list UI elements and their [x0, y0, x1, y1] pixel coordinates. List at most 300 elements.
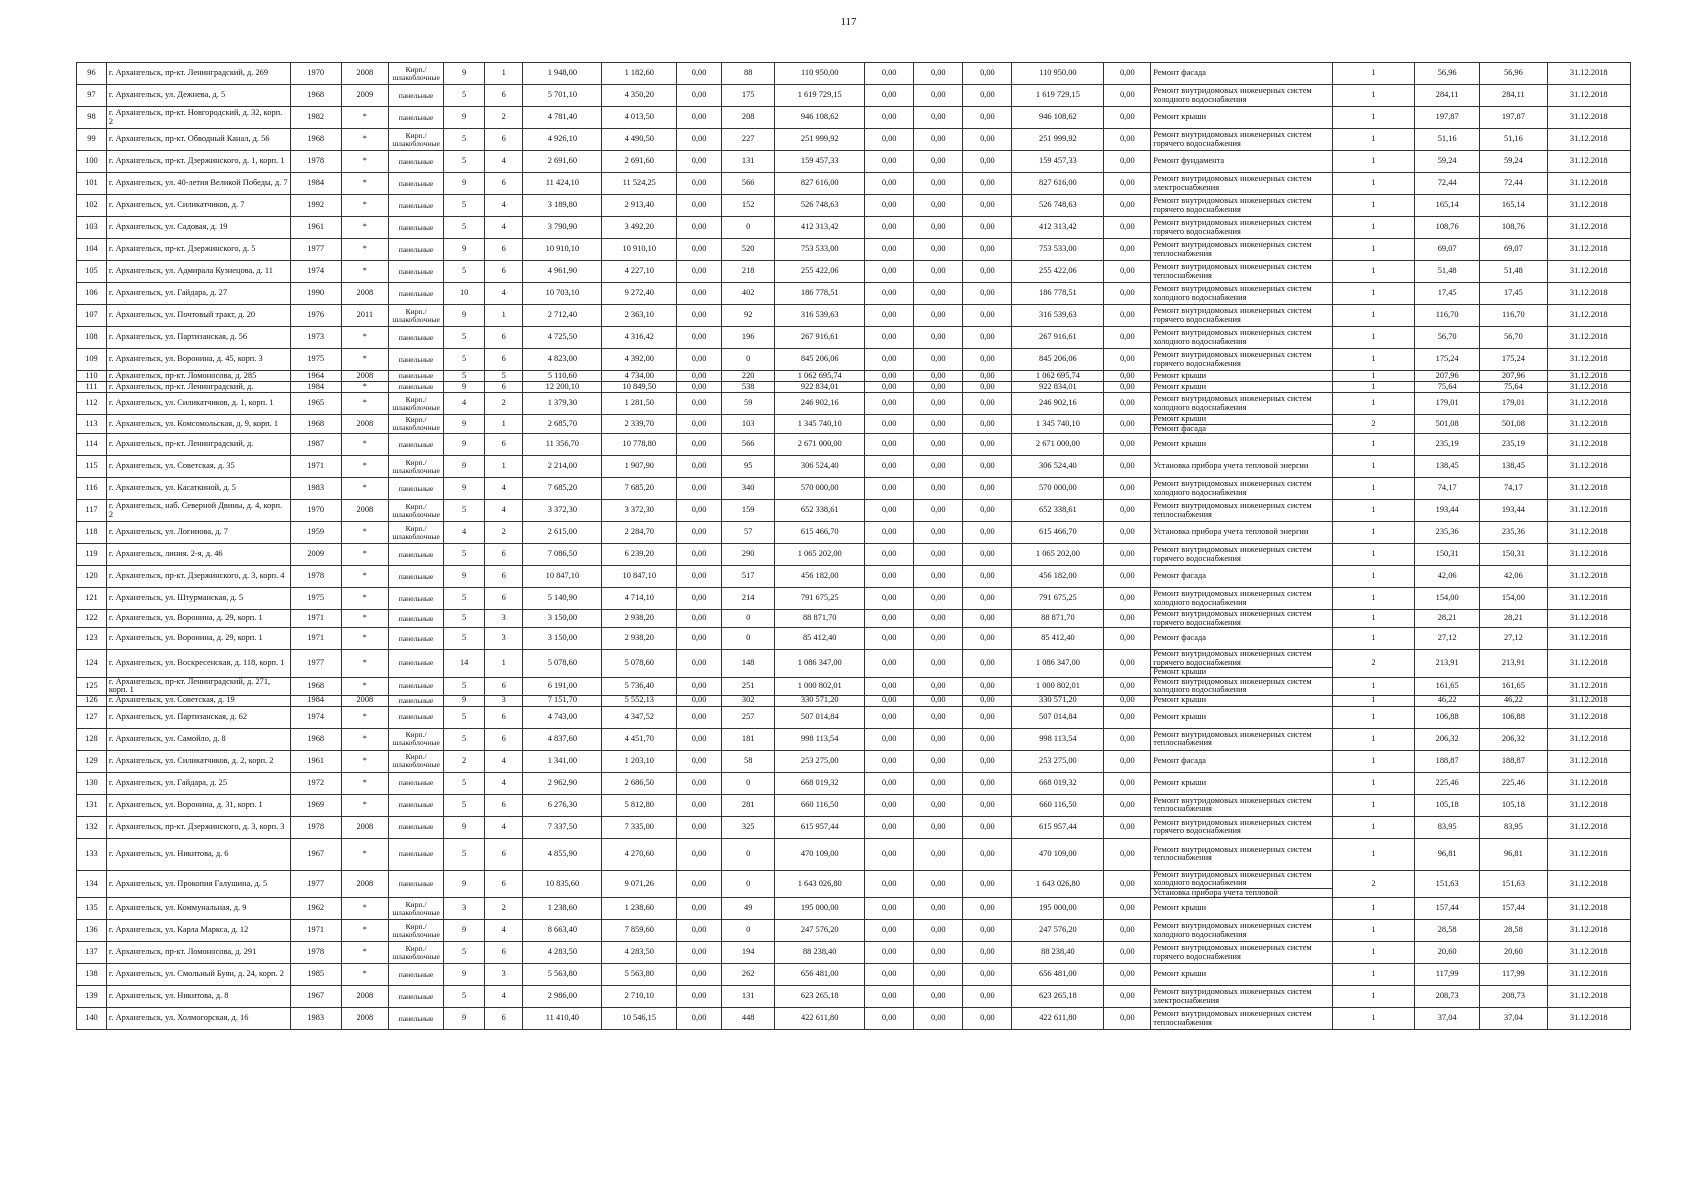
wall-material: панельные — [388, 650, 444, 678]
reconstruction-year: 2008 — [341, 415, 388, 434]
nonliving-area: 0,00 — [677, 371, 722, 382]
unit-cost: 157,44 — [1415, 898, 1480, 920]
nonliving-area: 0,00 — [677, 349, 722, 371]
address: г. Архангельск, пр-кт. Ленинградский, д. — [106, 434, 290, 456]
residents: 448 — [722, 1008, 775, 1030]
fund-cost: 0,00 — [865, 349, 914, 371]
reconstruction-year: * — [341, 151, 388, 173]
total-cost: 827 616,00 — [775, 173, 865, 195]
total-area: 3 790,90 — [523, 217, 602, 239]
row-number: 128 — [77, 728, 107, 750]
total-area: 3 189,80 — [523, 195, 602, 217]
residents: 257 — [722, 706, 775, 728]
entrances: 6 — [484, 794, 522, 816]
build-year: 1968 — [290, 129, 341, 151]
build-year: 1968 — [290, 728, 341, 750]
owners-cost: 316 539,63 — [1012, 305, 1104, 327]
table-row — [77, 173, 1631, 195]
work-type-item: Ремонт внутридомовых инженерных систем теплоснабжения — [1153, 795, 1312, 813]
other-cost: 0,00 — [1104, 349, 1151, 371]
municipal-cost: 0,00 — [963, 986, 1012, 1008]
total-area: 7 151,70 — [523, 695, 602, 706]
reconstruction-year: * — [341, 173, 388, 195]
total-area: 5 078,60 — [523, 650, 602, 678]
entrances: 2 — [484, 522, 522, 544]
residents: 251 — [722, 677, 775, 695]
municipal-cost: 0,00 — [963, 838, 1012, 870]
max-unit-cost: 83,95 — [1480, 816, 1547, 838]
fund-cost: 0,00 — [865, 870, 914, 898]
total-area: 5 701,10 — [523, 85, 602, 107]
max-unit-cost: 179,01 — [1480, 393, 1547, 415]
reconstruction-year: 2008 — [341, 816, 388, 838]
work-types — [1151, 129, 1333, 151]
other-cost: 0,00 — [1104, 415, 1151, 434]
residents: 131 — [722, 986, 775, 1008]
address: г. Архангельск, ул. Никитова, д. 6 — [106, 838, 290, 870]
municipal-cost: 0,00 — [963, 456, 1012, 478]
entrances: 1 — [484, 415, 522, 434]
floors: 9 — [444, 173, 485, 195]
entrances: 6 — [484, 349, 522, 371]
owners-cost: 507 014,84 — [1012, 706, 1104, 728]
fund-cost: 0,00 — [865, 327, 914, 349]
table-row — [77, 544, 1631, 566]
reconstruction-year: * — [341, 964, 388, 986]
max-unit-cost: 105,18 — [1480, 794, 1547, 816]
floors: 9 — [444, 382, 485, 393]
table-row — [77, 728, 1631, 750]
fund-cost: 0,00 — [865, 239, 914, 261]
wall-material: Кирп./ шлакоблочные — [388, 728, 444, 750]
living-area: 2 710,10 — [602, 986, 677, 1008]
max-unit-cost: 96,81 — [1480, 838, 1547, 870]
nonliving-area: 0,00 — [677, 628, 722, 650]
wall-material: панельные — [388, 794, 444, 816]
unit-cost: 51,16 — [1415, 129, 1480, 151]
work-type-item: Ремонт фундамента — [1153, 156, 1225, 166]
fund-cost: 0,00 — [865, 964, 914, 986]
table-row — [77, 566, 1631, 588]
total-area: 5 563,80 — [523, 964, 602, 986]
address: г. Архангельск, ул. Холмогорская, д. 16 — [106, 1008, 290, 1030]
entrances: 4 — [484, 151, 522, 173]
unit-cost: 175,24 — [1415, 349, 1480, 371]
other-cost: 0,00 — [1104, 838, 1151, 870]
wall-material: Кирп./ шлакоблочные — [388, 750, 444, 772]
floors: 5 — [444, 942, 485, 964]
build-year: 1983 — [290, 1008, 341, 1030]
residents: 194 — [722, 942, 775, 964]
floors: 5 — [444, 610, 485, 628]
fund-cost: 0,00 — [865, 588, 914, 610]
work-type-item: Ремонт внутридомовых инженерных систем холодного водоснабжения — [1153, 328, 1312, 346]
row-number: 105 — [77, 261, 107, 283]
deadline: 31.12.2018 — [1547, 838, 1630, 870]
other-cost: 0,00 — [1104, 706, 1151, 728]
regional-cost: 0,00 — [914, 393, 963, 415]
table-row — [77, 650, 1631, 678]
total-area: 6 276,30 — [523, 794, 602, 816]
owners-cost: 845 206,06 — [1012, 349, 1104, 371]
work-types — [1151, 63, 1333, 85]
deadline: 31.12.2018 — [1547, 695, 1630, 706]
reconstruction-year: * — [341, 129, 388, 151]
address: г. Архангельск, пр-кт. Дзержинского, д. 5 — [106, 239, 290, 261]
work-types — [1151, 650, 1333, 678]
living-area: 1 238,60 — [602, 898, 677, 920]
total-cost: 507 014,84 — [775, 706, 865, 728]
work-count: 1 — [1332, 816, 1414, 838]
work-count: 1 — [1332, 610, 1414, 628]
total-cost: 267 916,61 — [775, 327, 865, 349]
deadline: 31.12.2018 — [1547, 772, 1630, 794]
total-area: 3 150,00 — [523, 628, 602, 650]
work-types — [1151, 1008, 1333, 1030]
fund-cost: 0,00 — [865, 942, 914, 964]
fund-cost: 0,00 — [865, 478, 914, 500]
work-types — [1151, 986, 1333, 1008]
row-number: 134 — [77, 870, 107, 898]
floors: 9 — [444, 816, 485, 838]
regional-cost: 0,00 — [914, 522, 963, 544]
work-types — [1151, 283, 1333, 305]
municipal-cost: 0,00 — [963, 173, 1012, 195]
floors: 5 — [444, 677, 485, 695]
address: г. Архангельск, пр-кт. Ленинградский, д. 271, корп. 1 — [106, 677, 290, 695]
municipal-cost: 0,00 — [963, 588, 1012, 610]
build-year: 1959 — [290, 522, 341, 544]
owners-cost: 195 000,00 — [1012, 898, 1104, 920]
floors: 5 — [444, 728, 485, 750]
residents: 59 — [722, 393, 775, 415]
work-count: 1 — [1332, 942, 1414, 964]
municipal-cost: 0,00 — [963, 349, 1012, 371]
nonliving-area: 0,00 — [677, 261, 722, 283]
floors: 9 — [444, 434, 485, 456]
fund-cost: 0,00 — [865, 261, 914, 283]
deadline: 31.12.2018 — [1547, 500, 1630, 522]
floors: 5 — [444, 500, 485, 522]
municipal-cost: 0,00 — [963, 794, 1012, 816]
table-row — [77, 371, 1631, 382]
regional-cost: 0,00 — [914, 898, 963, 920]
row-number: 112 — [77, 393, 107, 415]
work-type-item: Ремонт фасада — [1153, 755, 1206, 765]
max-unit-cost: 206,32 — [1480, 728, 1547, 750]
address: г. Архангельск, ул. Самойло, д. 8 — [106, 728, 290, 750]
build-year: 1978 — [290, 151, 341, 173]
max-unit-cost: 51,48 — [1480, 261, 1547, 283]
other-cost: 0,00 — [1104, 63, 1151, 85]
regional-cost: 0,00 — [914, 195, 963, 217]
living-area: 4 227,10 — [602, 261, 677, 283]
reconstruction-year: 2008 — [341, 283, 388, 305]
build-year: 1968 — [290, 415, 341, 434]
nonliving-area: 0,00 — [677, 588, 722, 610]
work-types — [1151, 261, 1333, 283]
municipal-cost: 0,00 — [963, 677, 1012, 695]
address: г. Архангельск, пр-кт. Дзержинского, д. 3, корп. 4 — [106, 566, 290, 588]
unit-cost: 150,31 — [1415, 544, 1480, 566]
unit-cost: 108,76 — [1415, 217, 1480, 239]
work-type-item: Ремонт крыши — [1153, 695, 1207, 705]
municipal-cost: 0,00 — [963, 129, 1012, 151]
table-row — [77, 838, 1631, 870]
work-types — [1151, 349, 1333, 371]
entrances: 2 — [484, 898, 522, 920]
reconstruction-year: 2008 — [341, 986, 388, 1008]
municipal-cost: 0,00 — [963, 964, 1012, 986]
table-row — [77, 588, 1631, 610]
deadline: 31.12.2018 — [1547, 85, 1630, 107]
wall-material: панельные — [388, 964, 444, 986]
row-number: 103 — [77, 217, 107, 239]
nonliving-area: 0,00 — [677, 870, 722, 898]
max-unit-cost: 161,65 — [1480, 677, 1547, 695]
municipal-cost: 0,00 — [963, 610, 1012, 628]
row-number: 123 — [77, 628, 107, 650]
owners-cost: 85 412,40 — [1012, 628, 1104, 650]
owners-cost: 827 616,00 — [1012, 173, 1104, 195]
address: г. Архангельск, ул. Гайдара, д. 27 — [106, 283, 290, 305]
build-year: 1975 — [290, 349, 341, 371]
other-cost: 0,00 — [1104, 650, 1151, 678]
regional-cost: 0,00 — [914, 794, 963, 816]
regional-cost: 0,00 — [914, 870, 963, 898]
total-cost: 251 999,92 — [775, 129, 865, 151]
residents: 340 — [722, 478, 775, 500]
nonliving-area: 0,00 — [677, 566, 722, 588]
max-unit-cost: 69,07 — [1480, 239, 1547, 261]
entrances: 6 — [484, 942, 522, 964]
work-count: 1 — [1332, 456, 1414, 478]
fund-cost: 0,00 — [865, 63, 914, 85]
table-row — [77, 415, 1631, 434]
build-year: 1970 — [290, 500, 341, 522]
owners-cost: 1 086 347,00 — [1012, 650, 1104, 678]
total-cost: 615 957,44 — [775, 816, 865, 838]
deadline: 31.12.2018 — [1547, 728, 1630, 750]
fund-cost: 0,00 — [865, 650, 914, 678]
municipal-cost: 0,00 — [963, 522, 1012, 544]
wall-material: панельные — [388, 382, 444, 393]
row-number: 114 — [77, 434, 107, 456]
owners-cost: 1 345 740,10 — [1012, 415, 1104, 434]
deadline: 31.12.2018 — [1547, 327, 1630, 349]
entrances: 6 — [484, 327, 522, 349]
build-year: 1971 — [290, 628, 341, 650]
wall-material: панельные — [388, 283, 444, 305]
regional-cost: 0,00 — [914, 217, 963, 239]
residents: 302 — [722, 695, 775, 706]
entrances: 6 — [484, 1008, 522, 1030]
other-cost: 0,00 — [1104, 695, 1151, 706]
nonliving-area: 0,00 — [677, 382, 722, 393]
wall-material: панельные — [388, 544, 444, 566]
work-count: 1 — [1332, 107, 1414, 129]
total-area: 4 781,40 — [523, 107, 602, 129]
max-unit-cost: 56,70 — [1480, 327, 1547, 349]
work-type-item: Ремонт внутридомовых инженерных систем горячего водоснабжения — [1153, 545, 1312, 563]
residents: 0 — [722, 870, 775, 898]
unit-cost: 193,44 — [1415, 500, 1480, 522]
municipal-cost: 0,00 — [963, 566, 1012, 588]
nonliving-area: 0,00 — [677, 107, 722, 129]
municipal-cost: 0,00 — [963, 628, 1012, 650]
other-cost: 0,00 — [1104, 434, 1151, 456]
work-count: 1 — [1332, 239, 1414, 261]
total-cost: 668 019,32 — [775, 772, 865, 794]
total-area: 11 356,70 — [523, 434, 602, 456]
unit-cost: 28,21 — [1415, 610, 1480, 628]
work-type-item: Ремонт внутридомовых инженерных систем теплоснабжения — [1153, 240, 1312, 258]
work-types — [1151, 522, 1333, 544]
other-cost: 0,00 — [1104, 870, 1151, 898]
residents: 148 — [722, 650, 775, 678]
row-number: 98 — [77, 107, 107, 129]
other-cost: 0,00 — [1104, 920, 1151, 942]
build-year: 1976 — [290, 305, 341, 327]
regional-cost: 0,00 — [914, 85, 963, 107]
regional-cost: 0,00 — [914, 349, 963, 371]
residents: 290 — [722, 544, 775, 566]
fund-cost: 0,00 — [865, 434, 914, 456]
owners-cost: 922 834,01 — [1012, 382, 1104, 393]
total-area: 2 962,90 — [523, 772, 602, 794]
build-year: 1987 — [290, 434, 341, 456]
work-type-item: Установка прибора учета тепловой энергии — [1153, 461, 1309, 471]
living-area: 1 203,10 — [602, 750, 677, 772]
work-count: 1 — [1332, 794, 1414, 816]
total-area: 10 703,10 — [523, 283, 602, 305]
build-year: 2009 — [290, 544, 341, 566]
entrances: 6 — [484, 728, 522, 750]
nonliving-area: 0,00 — [677, 327, 722, 349]
total-area: 4 855,90 — [523, 838, 602, 870]
total-area: 4 837,60 — [523, 728, 602, 750]
regional-cost: 0,00 — [914, 239, 963, 261]
total-area: 4 823,00 — [523, 349, 602, 371]
municipal-cost: 0,00 — [963, 772, 1012, 794]
living-area: 7 859,60 — [602, 920, 677, 942]
address: г. Архангельск, ул. Карла Маркса, д. 12 — [106, 920, 290, 942]
total-cost: 412 313,42 — [775, 217, 865, 239]
nonliving-area: 0,00 — [677, 173, 722, 195]
fund-cost: 0,00 — [865, 129, 914, 151]
build-year: 1973 — [290, 327, 341, 349]
address: г. Архангельск, ул. Гайдара, д. 25 — [106, 772, 290, 794]
table-row — [77, 1008, 1631, 1030]
floors: 5 — [444, 217, 485, 239]
floors: 5 — [444, 349, 485, 371]
fund-cost: 0,00 — [865, 1008, 914, 1030]
unit-cost: 197,87 — [1415, 107, 1480, 129]
max-unit-cost: 28,21 — [1480, 610, 1547, 628]
owners-cost: 753 533,00 — [1012, 239, 1104, 261]
work-type-item: Ремонт крыши — [1151, 667, 1332, 677]
reconstruction-year: 2009 — [341, 85, 388, 107]
residents: 196 — [722, 327, 775, 349]
floors: 5 — [444, 628, 485, 650]
build-year: 1985 — [290, 964, 341, 986]
table-row — [77, 522, 1631, 544]
table-row — [77, 129, 1631, 151]
row-number: 97 — [77, 85, 107, 107]
work-type-item: Ремонт внутридомовых инженерных систем горячего водоснабжения — [1153, 130, 1312, 148]
floors: 5 — [444, 371, 485, 382]
municipal-cost: 0,00 — [963, 283, 1012, 305]
row-number: 140 — [77, 1008, 107, 1030]
owners-cost: 456 182,00 — [1012, 566, 1104, 588]
work-type-item: Ремонт внутридомовых инженерных систем горячего водоснабжения — [1153, 218, 1312, 236]
living-area: 4 392,00 — [602, 349, 677, 371]
municipal-cost: 0,00 — [963, 898, 1012, 920]
wall-material: панельные — [388, 588, 444, 610]
reconstruction-year: * — [341, 544, 388, 566]
work-types — [1151, 85, 1333, 107]
wall-material: панельные — [388, 706, 444, 728]
work-type-item: Ремонт крыши — [1153, 711, 1207, 721]
fund-cost: 0,00 — [865, 677, 914, 695]
fund-cost: 0,00 — [865, 772, 914, 794]
residents: 58 — [722, 750, 775, 772]
row-number: 126 — [77, 695, 107, 706]
reconstruction-year: * — [341, 239, 388, 261]
nonliving-area: 0,00 — [677, 415, 722, 434]
work-count: 1 — [1332, 588, 1414, 610]
work-type-item: Ремонт внутридомовых инженерных систем холодного водоснабжения — [1153, 677, 1312, 694]
total-cost: 615 466,70 — [775, 522, 865, 544]
living-area: 4 347,52 — [602, 706, 677, 728]
max-unit-cost: 116,70 — [1480, 305, 1547, 327]
work-count: 1 — [1332, 349, 1414, 371]
unit-cost: 56,70 — [1415, 327, 1480, 349]
wall-material: панельные — [388, 677, 444, 695]
work-count: 1 — [1332, 750, 1414, 772]
living-area: 1 182,60 — [602, 63, 677, 85]
nonliving-area: 0,00 — [677, 522, 722, 544]
total-cost: 998 113,54 — [775, 728, 865, 750]
deadline: 31.12.2018 — [1547, 239, 1630, 261]
total-cost: 195 000,00 — [775, 898, 865, 920]
nonliving-area: 0,00 — [677, 500, 722, 522]
work-types — [1151, 588, 1333, 610]
unit-cost: 106,88 — [1415, 706, 1480, 728]
living-area: 9 071,26 — [602, 870, 677, 898]
municipal-cost: 0,00 — [963, 942, 1012, 964]
floors: 9 — [444, 870, 485, 898]
table-row — [77, 920, 1631, 942]
total-cost: 88 871,70 — [775, 610, 865, 628]
reconstruction-year: * — [341, 898, 388, 920]
table-row — [77, 434, 1631, 456]
entrances: 4 — [484, 920, 522, 942]
page-number: 117 — [840, 16, 857, 28]
deadline: 31.12.2018 — [1547, 610, 1630, 628]
total-cost: 247 576,20 — [775, 920, 865, 942]
address: г. Архангельск, пр-кт. Дзержинского, д. 3, корп. 3 — [106, 816, 290, 838]
residents: 159 — [722, 500, 775, 522]
address: г. Архангельск, ул. Воскресенская, д. 118, корп. 1 — [106, 650, 290, 678]
row-number: 119 — [77, 544, 107, 566]
wall-material: панельные — [388, 371, 444, 382]
total-cost: 186 778,51 — [775, 283, 865, 305]
living-area: 2 363,10 — [602, 305, 677, 327]
build-year: 1977 — [290, 870, 341, 898]
address: г. Архангельск, ул. Силикатчиков, д. 1, корп. 1 — [106, 393, 290, 415]
nonliving-area: 0,00 — [677, 85, 722, 107]
